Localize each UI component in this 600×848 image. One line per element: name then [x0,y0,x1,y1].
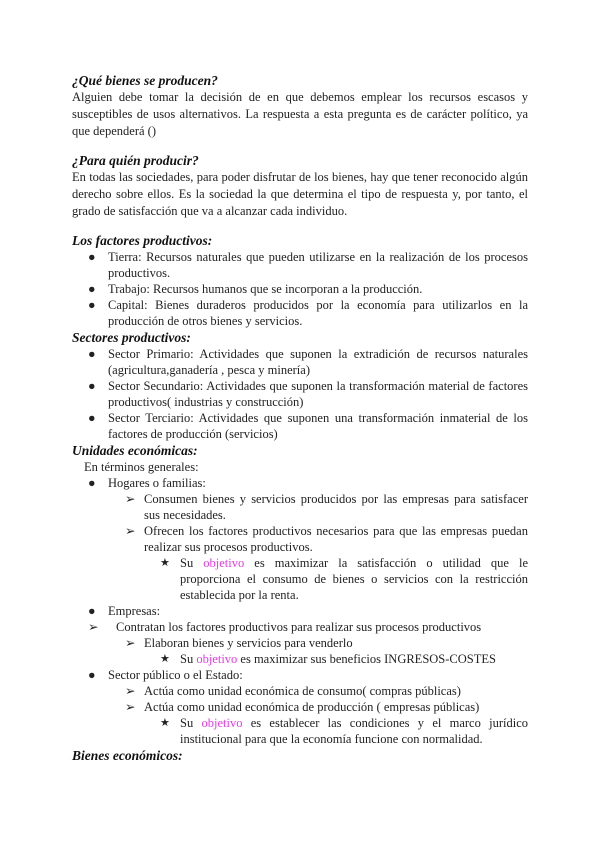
paragraph-que-bienes: Alguien debe tomar la decisión de en que debemos emplear los recursos escasos y susceptibles de usos alternativos. La respuesta a esta pregunta es de carácter político, ya que dependerá () [72,90,528,138]
list-item [72,346,528,378]
star-icon: ★ [160,557,170,569]
list-item-empresas [72,603,528,619]
sub-item-text: Contratan los factores productivos para realizar sus procesos productivos [116,620,482,634]
arrow-icon: ➢ [125,636,136,650]
sub-item-text: Actúa como unidad económica de producción ( empresas públicas) [144,700,480,714]
sub-item-text: Ofrecen los factores productivos necesarios para que las empresas puedan realizar sus procesos productivos. [144,524,528,554]
list-item [72,249,528,281]
sub-item [72,523,528,555]
star-icon: ★ [160,653,170,665]
star-item [72,651,528,667]
sub-item [72,683,528,699]
arrow-icon: ➢ [125,700,136,714]
list-item-text: Sector público o el Estado: [108,668,243,682]
bullet-icon: ● [88,476,96,490]
bullet-icon: ● [88,347,96,361]
bullet-icon: ● [88,379,96,393]
highlight-objetivo: objetivo [203,556,245,570]
document-page [72,72,528,764]
sub-item [72,619,528,635]
star-text-post: es maximizar sus beneficios INGRESOS-COSTES [237,652,496,666]
arrow-icon: ➢ [125,492,136,506]
bullet-icon: ● [88,668,96,682]
heading-unidades: Unidades económicas: [72,443,198,458]
sub-item-text: Actúa como unidad económica de consumo( compras públicas) [144,684,461,698]
highlight-objetivo: objetivo [201,716,243,730]
heading-para-quien: ¿Para quién producir? [72,153,199,168]
heading-que-bienes: ¿Qué bienes se producen? [72,73,218,88]
star-text-pre: Su [180,716,202,730]
star-item [72,555,528,603]
unidades-intro: En términos generales: [84,460,199,474]
list-item [72,297,528,329]
star-icon: ★ [160,717,170,729]
list-item-text: Capital: Bienes duraderos producidos por la economía para utilizarlos en la producción de otros bienes y servicios. [108,298,528,328]
list-item-text: Empresas: [108,604,161,618]
list-item-sector-publico [72,667,528,683]
highlight-objetivo: objetivo [196,652,238,666]
heading-sectores: Sectores productivos: [72,330,191,345]
list-item-text: Hogares o familias: [108,476,206,490]
star-text-post: es maximizar la satisfacción o utilidad que le proporciona el consumo de bienes o servicios con la restricción establecida por la renta. [180,556,528,602]
sub-item [72,491,528,523]
star-text-post: es establecer las condiciones y el marco jurídico institucional para que la economía funcione con normalidad. [180,716,528,746]
list-item-text: Trabajo: Recursos humanos que se incorporan a la producción. [108,282,423,296]
list-item [72,378,528,410]
heading-factores: Los factores productivos: [72,233,213,248]
bullet-icon: ● [88,411,96,425]
arrow-icon: ➢ [88,620,99,634]
sub-item-text: Consumen bienes y servicios producidos por las empresas para satisfacer sus necesidades. [144,492,528,522]
bullet-icon: ● [88,282,96,296]
sub-item [72,635,528,651]
list-item-hogares [72,475,528,491]
star-text-pre: Su [180,652,197,666]
list-item-text: Sector Primario: Actividades que suponen la extradición de recursos naturales (agricultura,ganadería , pesca y minería) [108,347,528,377]
list-item [72,281,528,297]
bullet-icon: ● [88,250,96,264]
sub-item-text: Elaboran bienes y servicios para venderlo [144,636,353,650]
star-text-pre: Su [180,556,204,570]
sub-item [72,699,528,715]
arrow-icon: ➢ [125,524,136,538]
arrow-icon: ➢ [125,684,136,698]
list-item-text: Sector Terciario: Actividades que suponen una transformación inmaterial de los factores de producción (servicios) [108,411,528,441]
heading-bienes-economicos: Bienes económicos: [72,748,183,763]
list-item-text: Sector Secundario: Actividades que suponen la transformación material de factores productivos( industrias y construcción) [108,379,528,409]
list-item-text: Tierra: Recursos naturales que pueden utilizarse en la realización de los procesos productivos. [108,250,528,280]
bullet-icon: ● [88,604,96,618]
paragraph-para-quien: En todas las sociedades, para poder disfrutar de los bienes, hay que tener reconocido algún derecho sobre ellos. Es la sociedad la que determina el tipo de respuesta y, por tanto, el grado de satisfacción que va a alcanzar cada individuo. [72,170,528,218]
star-item [72,715,528,747]
bullet-icon: ● [88,298,96,312]
list-item [72,410,528,442]
